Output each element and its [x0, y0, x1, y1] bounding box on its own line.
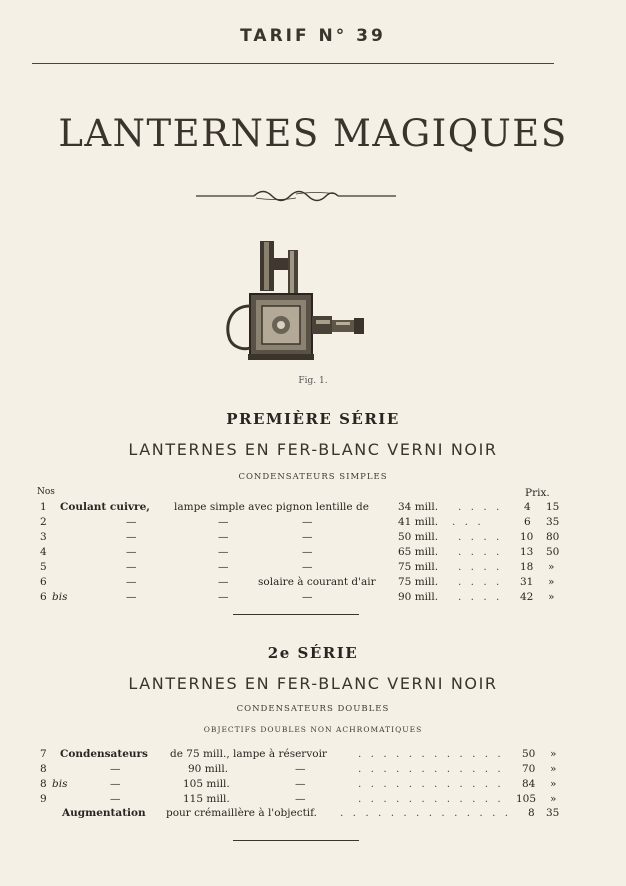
ditto-mark: — [218, 561, 229, 573]
ditto-mark: — [302, 546, 313, 558]
row-number: 1 [40, 501, 47, 513]
row-bis: bis [52, 778, 68, 790]
ditto-mark: — [110, 763, 121, 775]
ditto-mark: — [218, 591, 229, 603]
table-row [40, 591, 570, 605]
price-francs: 18 [520, 561, 534, 573]
price-francs: 84 [522, 778, 536, 790]
row-number: 8 [40, 778, 47, 790]
serie2-subsubheading-2: OBJECTIFS DOUBLES NON ACHROMATIQUES [203, 725, 423, 734]
row-description-bold: Coulant cuivre, [60, 501, 150, 513]
ditto-mark: — [110, 793, 121, 805]
leader-dots: . . . . [458, 561, 503, 573]
leader-dots: . . . . [458, 531, 503, 543]
serie2-heading: 2e SÉRIE [267, 644, 359, 662]
page-title: LANTERNES MAGIQUES [58, 112, 568, 155]
top-rule [32, 63, 554, 64]
table-row [40, 501, 570, 515]
leader-dots: . . . . . . . . . . . . [358, 793, 504, 805]
row-size: 90 mill. [398, 591, 439, 603]
col-no-label: Nos [37, 487, 55, 497]
row-description: lampe simple avec pignon lentille de [174, 501, 369, 513]
table-row [40, 546, 570, 560]
price-francs: 6 [524, 516, 531, 528]
row-size: 75 mill. [398, 561, 439, 573]
ditto-mark: — [126, 591, 137, 603]
price-cents: 35 [546, 807, 560, 819]
row-description: de 75 mill., lampe à réservoir [170, 748, 327, 760]
leader-dots: . . . . [458, 591, 503, 603]
row-description-bold: Condensateurs [60, 748, 148, 760]
row-number: 2 [40, 516, 47, 528]
table-row [40, 576, 570, 590]
leader-dots: . . . . . . . . . . . . [358, 748, 504, 760]
row-bis: bis [52, 591, 68, 603]
serie1-subsubheading: CONDENSATEURS SIMPLES [238, 472, 388, 482]
row-number: 4 [40, 546, 47, 558]
leader-dots: . . . . . . . . . . . . . . [340, 807, 512, 819]
price-cents: » [548, 591, 555, 603]
price-francs: 50 [522, 748, 536, 760]
row-size: 41 mill. [398, 516, 439, 528]
price-francs: 10 [520, 531, 534, 543]
leader-dots: . . . . [458, 576, 503, 588]
table-row [40, 763, 570, 777]
ditto-mark: — [302, 591, 313, 603]
row-number: 6 [40, 591, 47, 603]
table-row [40, 793, 570, 807]
ditto-mark: — [110, 778, 121, 790]
row-number: 5 [40, 561, 47, 573]
price-cents: 50 [546, 546, 560, 558]
row-size: 115 mill. [183, 793, 230, 805]
ditto-mark: — [302, 561, 313, 573]
table-row [40, 778, 570, 792]
leader-dots: . . . . . . . . . . . . [358, 778, 504, 790]
serie1-subheading: LANTERNES EN FER-BLANC VERNI NOIR [128, 440, 498, 459]
ditto-mark: — [126, 561, 137, 573]
table-row [40, 807, 570, 821]
serie2-subsubheading: CONDENSATEURS DOUBLES [236, 704, 390, 714]
section-divider [233, 840, 359, 841]
row-size: 105 mill. [183, 778, 230, 790]
price-cents: 80 [546, 531, 560, 543]
row-size: 90 mill. [188, 763, 229, 775]
ditto-mark: — [218, 516, 229, 528]
ditto-mark: — [126, 546, 137, 558]
price-cents: 15 [546, 501, 560, 513]
price-francs: 105 [516, 793, 537, 805]
serie1-heading: PREMIÈRE SÉRIE [226, 410, 400, 428]
ditto-mark: — [295, 793, 306, 805]
section-divider [233, 614, 359, 615]
table-row [40, 748, 570, 762]
price-cents: 35 [546, 516, 560, 528]
price-cents: » [550, 778, 557, 790]
ditto-mark: — [295, 763, 306, 775]
price-cents: » [548, 561, 555, 573]
price-cents: » [550, 748, 557, 760]
price-francs: 8 [528, 807, 535, 819]
price-francs: 4 [524, 501, 531, 513]
row-number: 7 [40, 748, 47, 760]
price-francs: 13 [520, 546, 534, 558]
table-row [40, 531, 570, 545]
augmentation-text: pour crémaillère à l'objectif. [166, 807, 318, 819]
leader-dots: . . . . . . . . . . . . [358, 763, 504, 775]
ditto-mark: — [302, 531, 313, 543]
leader-dots: . . . [452, 516, 484, 528]
ditto-mark: — [126, 576, 137, 588]
ditto-mark: — [126, 531, 137, 543]
ditto-mark: — [218, 576, 229, 588]
table-row [40, 561, 570, 575]
row-number: 6 [40, 576, 47, 588]
row-size: 50 mill. [398, 531, 439, 543]
ornament-divider [196, 186, 396, 206]
price-cents: » [550, 793, 557, 805]
figure-caption: Fig. 1. [298, 376, 328, 386]
price-francs: 42 [520, 591, 534, 603]
serie2-subheading: LANTERNES EN FER-BLANC VERNI NOIR [128, 674, 498, 693]
leader-dots: . . . . [458, 501, 503, 513]
row-number: 3 [40, 531, 47, 543]
row-number: 8 [40, 763, 47, 775]
augmentation-label: Augmentation [62, 807, 146, 819]
magic-lantern-illustration [220, 236, 370, 371]
row-description: solaire à courant d'air [258, 576, 376, 588]
ditto-mark: — [126, 516, 137, 528]
price-francs: 70 [522, 763, 536, 775]
ditto-mark: — [295, 778, 306, 790]
row-size: 65 mill. [398, 546, 439, 558]
row-size: 34 mill. [398, 501, 439, 513]
ditto-mark: — [302, 516, 313, 528]
ditto-mark: — [218, 531, 229, 543]
price-cents: » [548, 576, 555, 588]
row-size: 75 mill. [398, 576, 439, 588]
table-row [40, 516, 570, 530]
row-number: 9 [40, 793, 47, 805]
ditto-mark: — [218, 546, 229, 558]
price-francs: 31 [520, 576, 534, 588]
table-header [37, 487, 570, 501]
col-prix-label: Prix. [525, 487, 550, 499]
leader-dots: . . . . [458, 546, 503, 558]
tarif-number: TARIF N° 39 [240, 26, 386, 46]
price-cents: » [550, 763, 557, 775]
